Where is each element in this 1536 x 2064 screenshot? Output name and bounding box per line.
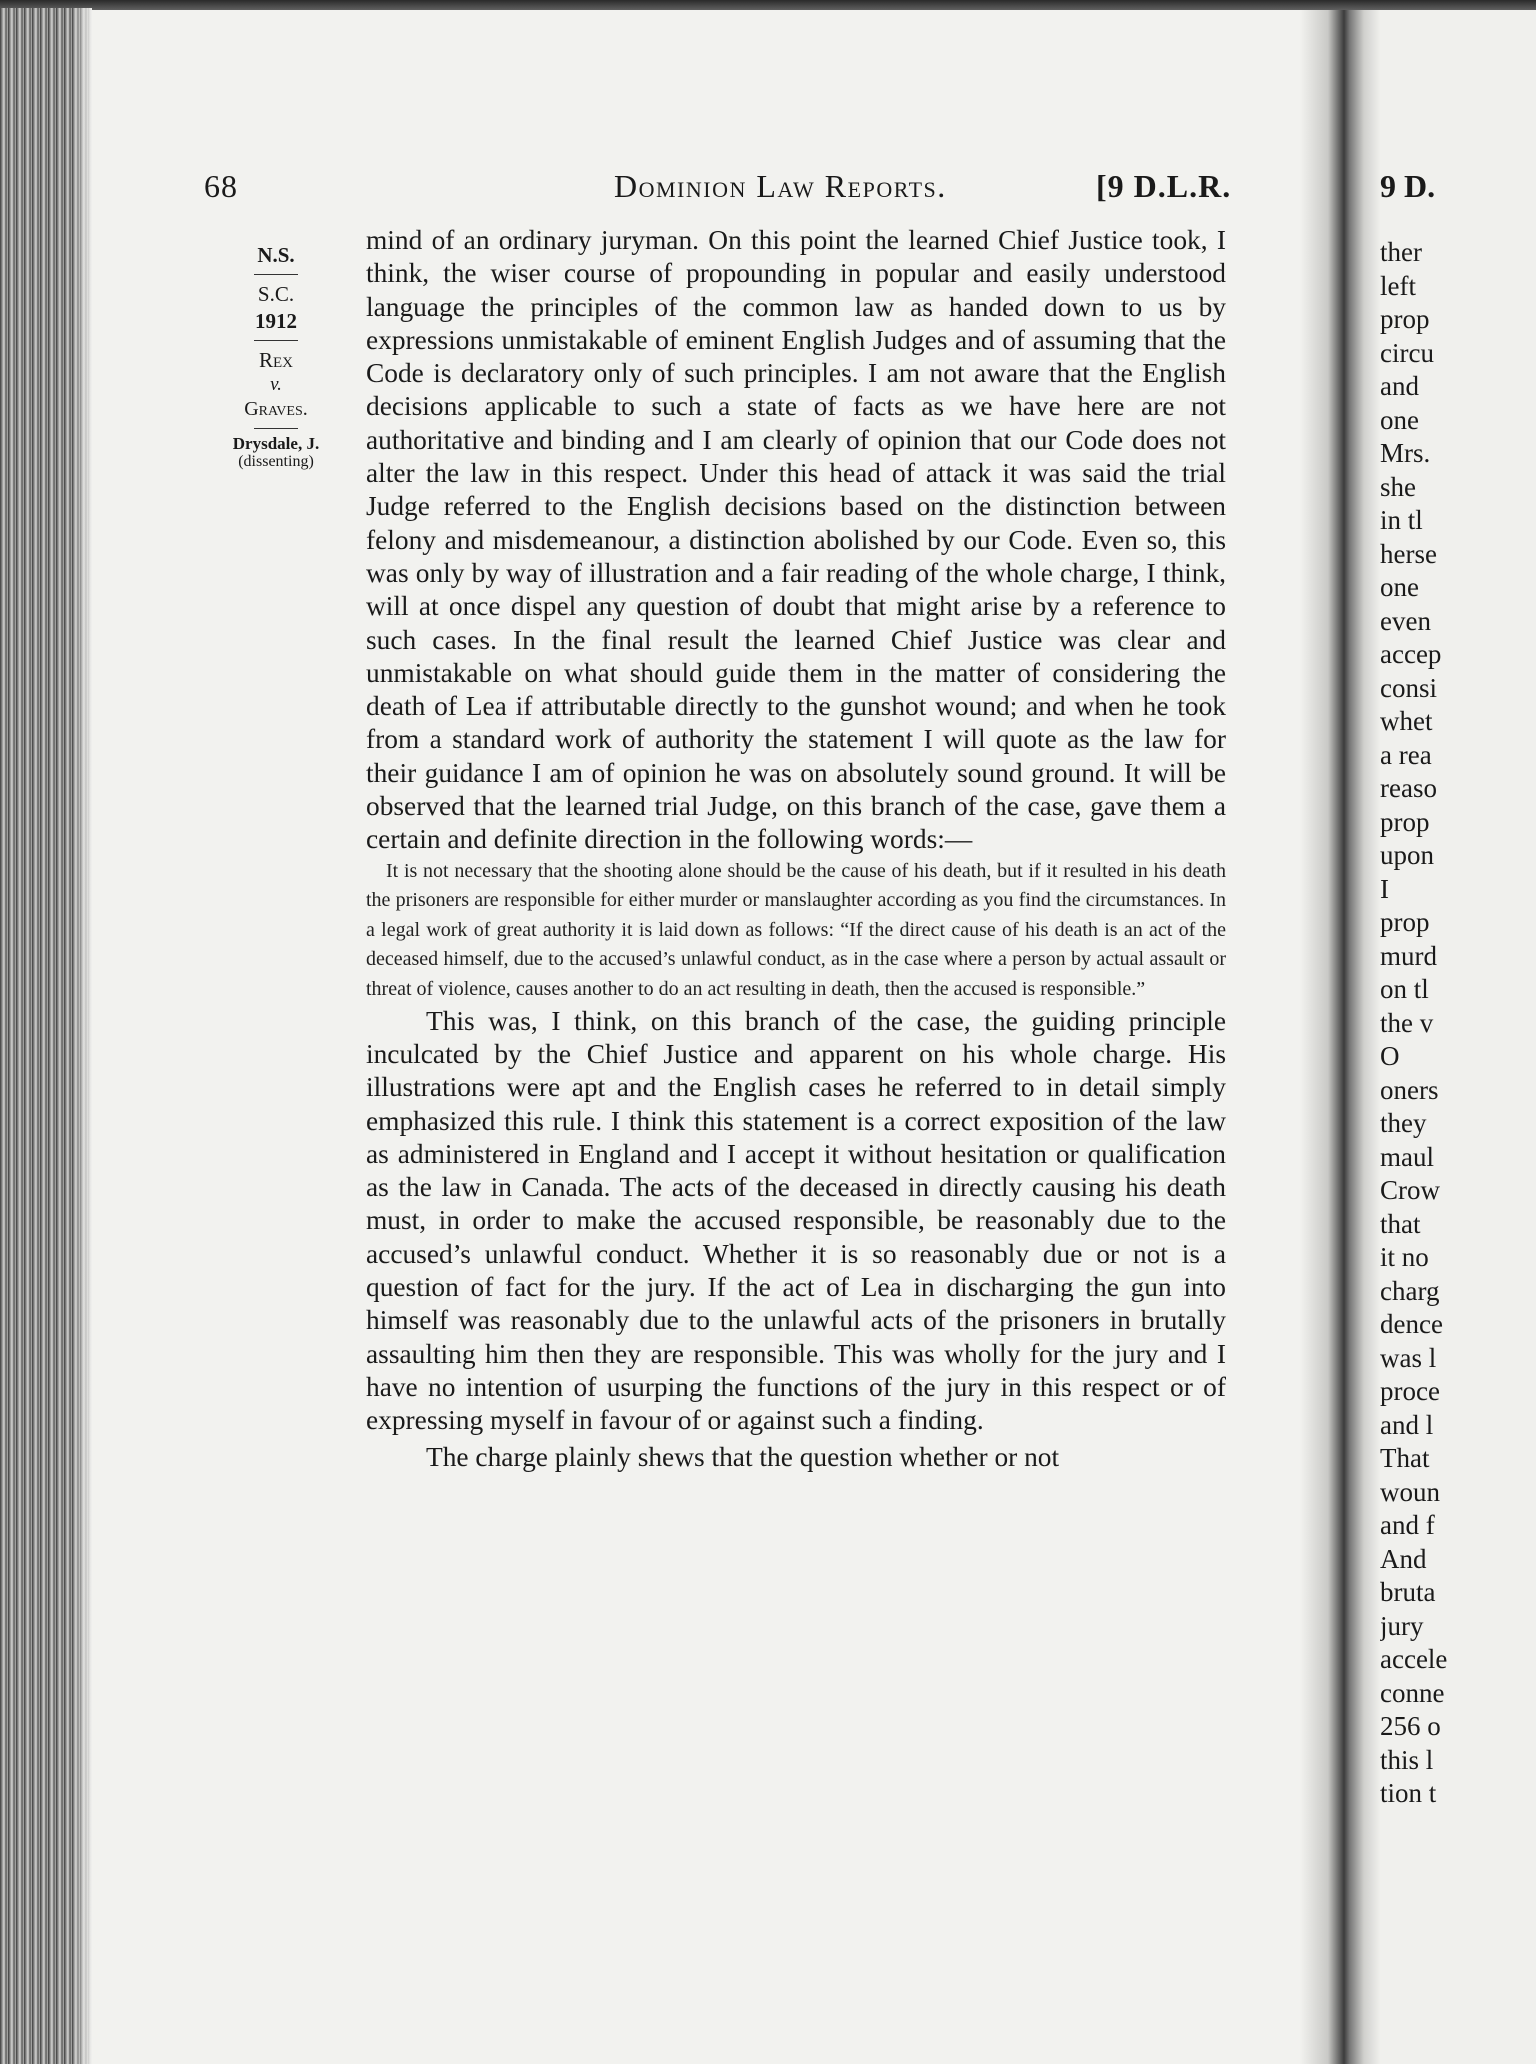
right-page-line: conne: [1380, 1677, 1445, 1708]
right-page-line: That: [1380, 1443, 1430, 1473]
right-page-line: they: [1380, 1108, 1427, 1138]
right-page-line: I: [1380, 873, 1389, 904]
right-page-line: accele: [1380, 1644, 1448, 1674]
right-page-line: the v: [1380, 1007, 1434, 1038]
right-page-line: prop: [1380, 806, 1430, 837]
right-page-line: and l: [1380, 1409, 1434, 1440]
margin-judge: Drysdale, J.: [232, 433, 320, 453]
right-page-line: Crow: [1380, 1175, 1440, 1205]
right-page-text-fragments: [1380, 236, 1448, 1811]
right-page-line: a rea: [1380, 739, 1432, 770]
right-page-line: it no: [1380, 1242, 1429, 1272]
right-page-line: 256 o: [1380, 1711, 1441, 1741]
margin-rule: [254, 340, 298, 341]
page-number: 68: [204, 168, 238, 204]
paragraph: The charge plainly shews that the question whether or not: [426, 1442, 1060, 1473]
right-page-line: circu: [1380, 337, 1434, 368]
right-page-line: prop: [1380, 907, 1430, 937]
right-page-line: one: [1380, 404, 1419, 435]
book-gutter: [1300, 10, 1380, 2064]
margin-year: 1912: [255, 308, 297, 333]
paragraph: mind of an ordinary juryman. On this point the learned Chief Justice took, I think, the wiser course of propounding in popular and easily understood language the principles of the common law as handed down to us by expressions unmistakable of eminent English Judges and of assuming that the Code is declaratory only of such principles. I am not aware that the English decisions applicable to such a state of facts as we have here are not authoritative and binding and I am clearly of opinion that our Code does not alter the law in this respect. Under this head of attack it was said the trial Judge referred to the English decisions based on the distinction between felony and misdemeanour, a distinction abolished by our Code. Even so, this was only by way of illustration and a fair reading of the whole charge, I think, will at once dispel any question of doubt that might arise by a reference to such cases. In the final result the learned Chief Justice was clear and unmistakable on what should guide them in the matter of considering the death of Lea if attributable directly to the gunshot wound; and when he took from a standard work of authority the statement I will quote as the law for their guidance I am of opinion he was on absolutely sound ground. It will be observed that the learned trial Judge, on this branch of the case, gave them a certain and definite direction in the following words:—: [366, 225, 1226, 855]
right-page-line: accep: [1380, 639, 1442, 669]
right-page-line: herse: [1380, 538, 1437, 569]
right-page-running-head: 9 D.: [1380, 168, 1436, 204]
right-facing-page: [1380, 10, 1536, 2064]
right-page-line: in tl: [1380, 505, 1423, 535]
margin-party-1: Rex: [258, 347, 293, 372]
right-page-line: O: [1380, 1041, 1400, 1071]
right-page-line: whet: [1380, 706, 1433, 736]
right-page-line: this l: [1380, 1744, 1434, 1775]
margin-province: N.S.: [257, 243, 295, 267]
block-quote: It is not necessary that the shooting alone should be the cause of his death, but if it resulted in his death the prisoners are responsible for either murder or manslaughter according as you find the circumstances. In a legal work of great authority it is laid down as follows: “If the direct cause of his death is an act of the deceased himself, due to the accused’s unlawful conduct, as in the case where a person by actual assault or threat of violence, causes another to do an act resulting in death, then the accused is responsible.”: [366, 859, 1226, 1001]
right-page-line: dence: [1380, 1309, 1443, 1339]
right-page-line: charg: [1380, 1275, 1440, 1306]
margin-versus: v.: [270, 374, 282, 395]
volume-reference: [9 D.L.R.: [1096, 168, 1232, 204]
judgment-text: [366, 224, 1226, 1475]
right-page-line: murd: [1380, 940, 1437, 971]
margin-court: S.C.: [257, 282, 295, 307]
right-page-line: consi: [1380, 672, 1437, 703]
right-page-line: jury: [1380, 1610, 1424, 1641]
right-page-line: reaso: [1380, 773, 1437, 803]
margin-judge-note: (dissenting): [238, 453, 314, 471]
paragraph: This was, I think, on this branch of the case, the guiding principle inculcated by the Chief Justice and apparent on his whole charge. His illustrations were apt and the English cases he referred to in detail simply emphasized this rule. I think this statement is a correct exposition of the law as administered in England and I accept it without hesitation or qualification as the law in Canada. The acts of the deceased in directly causing his death must, in order to make the accused responsible, be reasonably due to the accused’s unlawful conduct. Whether it is so reasonably due or not is a question of fact for the jury. If the act of Lea in discharging the gun into himself was reasonably due to the unlawful acts of the prisoners in brutally assaulting him then they are responsible. This was wholly for the jury and I have no intention of usurping the functions of the jury in this respect or of expressing myself in favour of or against such a finding.: [366, 1005, 1226, 1436]
running-title: Dominion Law Reports.: [614, 168, 947, 204]
margin-rule: [254, 274, 298, 275]
right-page-line: and f: [1380, 1510, 1435, 1540]
right-page-line: even: [1380, 605, 1431, 636]
right-page-line: and: [1380, 371, 1419, 401]
right-page-line: she: [1380, 471, 1416, 502]
right-page-line: that: [1380, 1208, 1421, 1239]
right-page-line: was l: [1380, 1342, 1437, 1373]
right-page-line: bruta: [1380, 1577, 1436, 1607]
right-page-line: And: [1380, 1543, 1427, 1574]
right-page-line: oners: [1380, 1074, 1439, 1105]
right-page-line: tion t: [1380, 1778, 1437, 1808]
right-page-line: Mrs.: [1380, 438, 1431, 468]
margin-party-2: Graves.: [244, 397, 308, 420]
book-page-edges: [0, 8, 92, 2064]
right-page-line: maul: [1380, 1141, 1434, 1172]
right-page-line: upon: [1380, 840, 1434, 870]
right-page-line: proce: [1380, 1376, 1440, 1406]
margin-citation: [216, 242, 336, 471]
right-page-line: on tl: [1380, 974, 1429, 1004]
margin-rule: [254, 428, 298, 429]
right-page-line: left: [1380, 270, 1416, 301]
right-page-line: ther: [1380, 237, 1422, 267]
right-page-line: one: [1380, 572, 1419, 602]
right-page-line: prop: [1380, 304, 1430, 334]
right-page-line: woun: [1380, 1476, 1440, 1507]
